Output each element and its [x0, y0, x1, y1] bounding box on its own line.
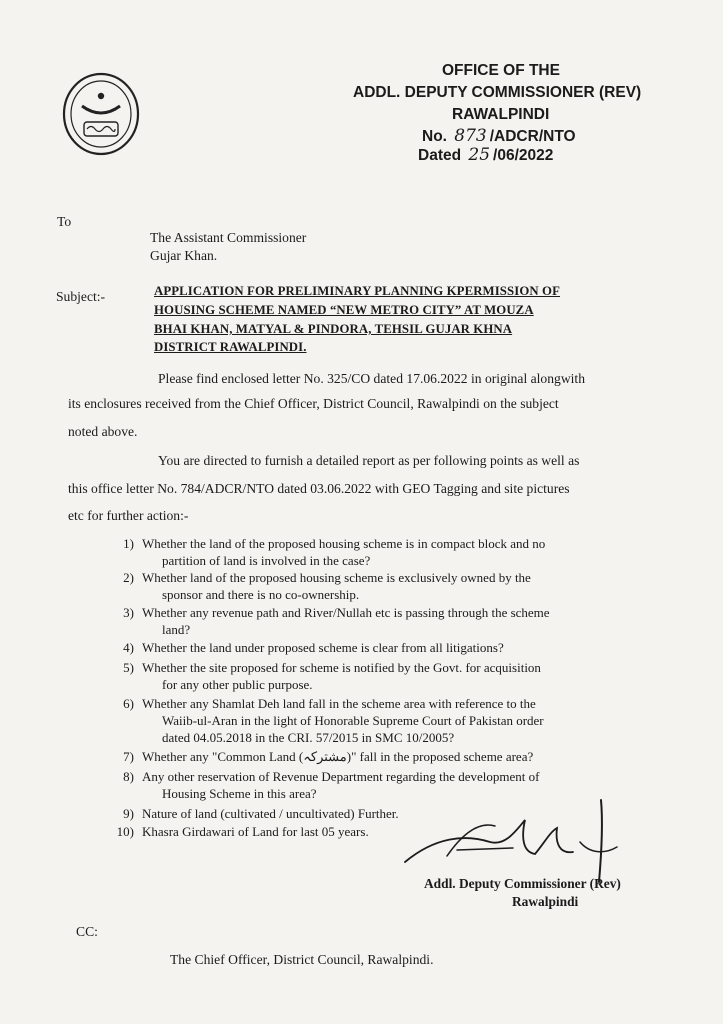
- point-text: Whether land of the proposed housing scheme is exclusively owned by the: [142, 570, 531, 585]
- cc-label: CC:: [76, 924, 98, 939]
- subject-line3: BHAI KHAN, MATYAL & PINDORA, TEHSIL GUJAR KHNA: [154, 322, 513, 336]
- paragraph2-line3: etc for further action:-: [68, 508, 189, 523]
- point-text: Any other reservation of Revenue Department regarding the development of: [142, 769, 540, 784]
- paragraph1-line2: its enclosures received from the Chief Officer, District Council, Rawalpindi on the subject: [68, 396, 559, 411]
- point-number: 3): [123, 605, 134, 620]
- point-7: [108, 749, 533, 765]
- point-text: Whether any "Common Land (مشترکہ)" fall in the proposed scheme area?: [142, 749, 534, 764]
- point-5-cont: for any other public purpose.: [162, 677, 313, 692]
- office-city: RAWALPINDI: [452, 106, 550, 123]
- point-text: Whether any Shamlat Deh land fall in the scheme area with reference to the: [142, 696, 536, 711]
- handwritten-signature: [395, 792, 635, 887]
- office-title: OFFICE OF THE: [442, 62, 560, 79]
- point-1: [108, 536, 545, 552]
- date-handwritten-day: 25: [468, 145, 491, 165]
- point-number: 9): [123, 806, 134, 821]
- point-text: Whether the site proposed for scheme is notified by the Govt. for acquisition: [142, 660, 541, 675]
- subject-line1: APPLICATION FOR PRELIMINARY PLANNING KPERMISSION OF: [154, 284, 560, 298]
- letter-date: [418, 145, 553, 165]
- date-suffix: /06/2022: [493, 147, 554, 164]
- point-3: [108, 605, 550, 621]
- point-number: 4): [123, 640, 134, 655]
- signatory-designation: Addl. Deputy Commissioner (Rev): [424, 876, 621, 891]
- point-2: [108, 570, 531, 586]
- point-1-cont: partition of land is involved in the case?: [162, 553, 371, 568]
- paragraph1-line3: noted above.: [68, 424, 138, 439]
- reference-prefix: No.: [422, 128, 447, 145]
- point-number: 6): [123, 696, 134, 711]
- point-text: Whether any revenue path and River/Nullah etc is passing through the scheme: [142, 605, 550, 620]
- recipient-line1: The Assistant Commissioner: [150, 230, 307, 245]
- point-number: 2): [123, 570, 134, 585]
- point-text: Whether the land under proposed scheme is clear from all litigations?: [142, 640, 504, 655]
- point-5: [108, 660, 541, 676]
- point-9: [108, 806, 399, 822]
- point-number: 5): [123, 660, 134, 675]
- subject-line4: DISTRICT RAWALPINDI.: [154, 340, 307, 354]
- point-4: [108, 640, 504, 656]
- point-text: Nature of land (cultivated / uncultivated) Further.: [142, 806, 399, 821]
- office-designation: ADDL. DEPUTY COMMISSIONER (REV): [353, 84, 642, 101]
- point-6-cont2: dated 04.05.2018 in the CRI. 57/2015 in SMC 10/2005?: [162, 730, 455, 745]
- point-number: 8): [123, 769, 134, 784]
- paragraph1-line1: Please find enclosed letter No. 325/CO dated 17.06.2022 in original alongwith: [158, 371, 585, 386]
- cc-recipient: The Chief Officer, District Council, Rawalpindi.: [170, 952, 434, 967]
- paragraph2-line1: You are directed to furnish a detailed report as per following points as well as: [158, 453, 580, 468]
- date-prefix: Dated: [418, 147, 462, 164]
- subject-label: Subject:-: [56, 289, 106, 304]
- to-label: To: [57, 214, 72, 229]
- point-6-cont: Waiib-ul-Aran in the light of Honorable Supreme Court of Pakistan order: [162, 713, 544, 728]
- point-8-cont: Housing Scheme in this area?: [162, 786, 317, 801]
- point-number: 10): [116, 824, 134, 839]
- subject-line2: HOUSING SCHEME NAMED “NEW METRO CITY” AT MOUZA: [154, 303, 534, 317]
- point-text: Whether the land of the proposed housing scheme is in compact block and no: [142, 536, 546, 551]
- signatory-city: Rawalpindi: [512, 894, 579, 909]
- reference-number: [422, 126, 576, 146]
- point-text: Khasra Girdawari of Land for last 05 years.: [142, 824, 369, 839]
- point-8: [108, 769, 539, 785]
- paragraph2-line2: this office letter No. 784/ADCR/NTO dated 03.06.2022 with GEO Tagging and site pictures: [68, 481, 570, 496]
- point-number: 1): [123, 536, 134, 551]
- reference-handwritten-number: 873: [454, 126, 487, 146]
- point-number: 7): [123, 749, 134, 764]
- reference-suffix: /ADCR/NTO: [489, 128, 576, 145]
- point-6: [108, 696, 536, 712]
- point-10: [108, 824, 369, 840]
- point-3-cont: land?: [162, 622, 191, 637]
- punjab-seal-icon: [62, 72, 140, 156]
- point-2-cont: sponsor and there is no co-ownership.: [162, 587, 360, 602]
- recipient-line2: Gujar Khan.: [150, 248, 218, 263]
